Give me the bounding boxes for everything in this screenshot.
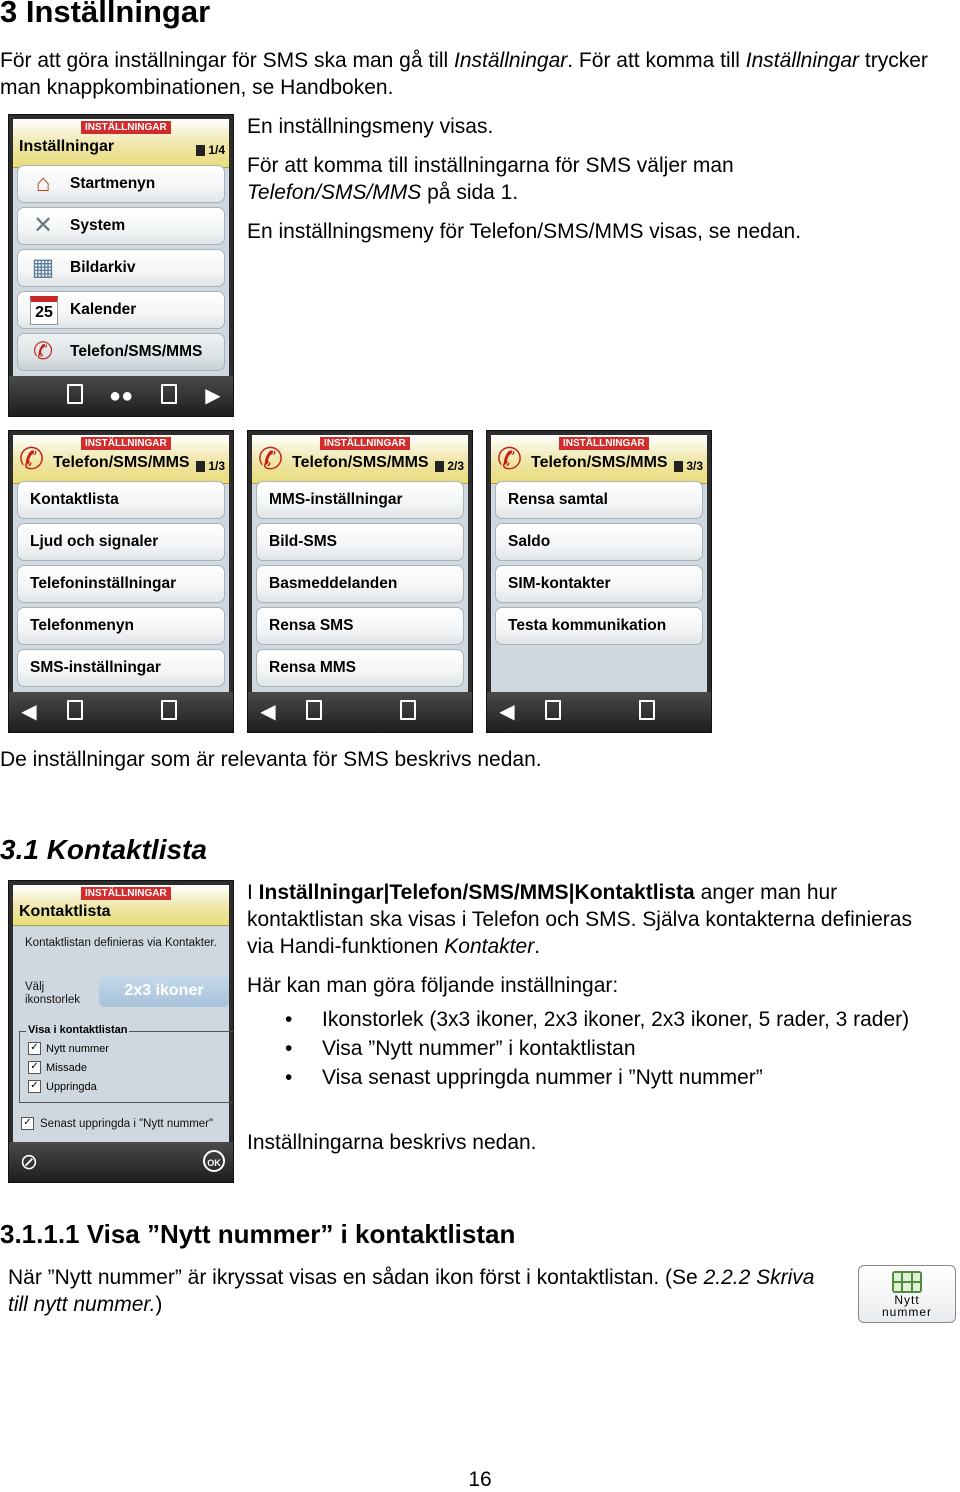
section-heading-3-1: 3.1 Kontaktlista (0, 834, 207, 865)
menu-item-rensa-sms[interactable]: Rensa SMS (256, 607, 464, 645)
back-arrow-icon[interactable]: ◀ (260, 701, 276, 723)
page-down-icon[interactable] (157, 700, 181, 724)
screen-title: Inställningar (19, 138, 115, 155)
settings-list (247, 1006, 927, 1093)
tools-icon: ✕ (32, 212, 54, 239)
phone-icon: ✆ (258, 443, 284, 476)
side-text-3: En inställningsmeny för Telefon/SMS/MMS visas, se nedan. (247, 220, 802, 243)
settings-screen-page-3 (486, 430, 712, 733)
image-gallery-icon: ▦ (31, 254, 55, 281)
ok-button[interactable]: OK (203, 1150, 225, 1172)
page-indicator: 3/3 (674, 459, 703, 473)
settings-described-below: Inställningarna beskrivs nedan. (247, 1131, 537, 1154)
keypad-icon (892, 1271, 922, 1293)
menu-item-telefoninstallningar[interactable]: Telefoninställningar (17, 565, 225, 603)
side-text-2: För att komma till inställningarna för SMS väljer man Telefon/SMS/MMS på sida 1. (247, 154, 734, 204)
menu-item-telefonmenyn[interactable]: Telefonmenyn (17, 607, 225, 645)
icon-label: nummer (881, 1305, 932, 1319)
intro-paragraph: För att göra inställningar för SMS ska man gå till Inställningar. För att komma till Inställningar trycker man knappkombinationen, se Handboken. (0, 49, 928, 99)
kontaktlista-description: I Inställningar|Telefon/SMS/MMS|Kontaktlista anger man hur kontaktlistan ska visas i Telefon och SMS. Själva kontakterna definieras via Handi-funktionen Kontakter. (247, 881, 912, 958)
phone-icon: ✆ (497, 443, 523, 476)
settings-screen-page-2 (247, 430, 473, 733)
section-heading-3-1-1-1: 3.1.1.1 Visa ”Nytt nummer” i kontaktlistan (0, 1219, 516, 1249)
page-icon (196, 145, 205, 156)
menu-item-telefon-sms-mms[interactable]: ✆ Telefon/SMS/MMS (17, 333, 225, 371)
checkbox-nytt-nummer[interactable]: ✓ Nytt nummer (28, 1042, 109, 1055)
page-up-icon[interactable] (541, 700, 565, 724)
page-up-icon[interactable] (63, 700, 87, 724)
menu-item-rensa-mms[interactable]: Rensa MMS (256, 649, 464, 687)
menu-item-sim-kontakter[interactable]: SIM-kontakter (495, 565, 703, 603)
settings-screen-page-1 (8, 430, 234, 733)
menu-item-ljud-och-signaler[interactable]: Ljud och signaler (17, 523, 225, 561)
checkbox-uppringda[interactable]: ✓ Uppringda (28, 1080, 97, 1093)
page-indicator: 1/3 (196, 459, 225, 473)
settings-intro: Här kan man göra följande inställningar: (247, 974, 619, 997)
menu-item-mms-installningar[interactable]: MMS-inställningar (256, 481, 464, 519)
list-item: • Visa senast uppringda nummer i ”Nytt nummer” (247, 1064, 927, 1091)
menu-item-sms-installningar[interactable]: SMS-inställningar (17, 649, 225, 687)
screen-title: Telefon/SMS/MMS (53, 454, 190, 471)
settings-screen-main (8, 114, 234, 417)
menu-item-bildarkiv[interactable]: ▦ Bildarkiv (17, 249, 225, 287)
kontaktlista-info: Kontaktlistan definieras via Kontakter. (25, 937, 217, 949)
relevant-settings-text: De inställningar som är relevanta för SMS beskrivs nedan. (0, 748, 542, 771)
side-text-1: En inställningsmeny visas. (247, 115, 494, 138)
page-number: 16 (468, 1468, 492, 1491)
users-icon[interactable]: ●● (109, 385, 134, 407)
menu-item-saldo[interactable]: Saldo (495, 523, 703, 561)
icon-size-label: Välj ikonstorlek (25, 981, 80, 1006)
menu-item-startmenyn[interactable]: ⌂ Startmenyn (17, 165, 225, 203)
settings-badge: INSTÄLLNINGAR (559, 437, 649, 450)
nytt-nummer-icon (858, 1265, 956, 1323)
page-up-icon[interactable] (302, 700, 326, 724)
menu-item-testa-kommunikation[interactable]: Testa kommunikation (495, 607, 703, 645)
menu-item-bild-sms[interactable]: Bild-SMS (256, 523, 464, 561)
cancel-icon[interactable]: ⊘ (19, 1149, 39, 1174)
back-arrow-icon[interactable]: ◀ (499, 701, 515, 723)
page-down-icon[interactable] (157, 384, 181, 408)
page-indicator: 2/3 (435, 459, 464, 473)
icon-size-select[interactable]: 2x3 ikoner (99, 975, 229, 1007)
screen-title: Kontaktlista (19, 903, 111, 920)
back-arrow-icon[interactable]: ◀ (21, 701, 37, 723)
kontaktlista-screen (8, 880, 234, 1183)
forward-arrow-icon[interactable]: ▶ (205, 385, 221, 407)
house-icon: ⌂ (35, 170, 51, 197)
group-legend: Visa i kontaktlistan (28, 1024, 128, 1036)
page-up-icon[interactable] (63, 384, 87, 408)
page-down-icon[interactable] (635, 700, 659, 724)
checkbox-senast-uppringda[interactable]: ✓ Senast uppringda i "Nytt nummer" (21, 1117, 213, 1130)
settings-badge: INSTÄLLNINGAR (320, 437, 410, 450)
nytt-nummer-description: När ”Nytt nummer” är ikryssat visas en sådan ikon först i kontaktlistan. (Se 2.2.2 Skriva till nytt nummer.) (8, 1266, 815, 1316)
visa-i-kontaktlistan-group (19, 1024, 234, 1103)
page-down-icon[interactable] (396, 700, 420, 724)
calendar-icon: 25 (30, 296, 58, 325)
menu-item-system[interactable]: ✕ System (17, 207, 225, 245)
icon-label: Nytt (894, 1293, 920, 1307)
page-indicator: 1/4 (196, 143, 225, 157)
menu-item-rensa-samtal[interactable]: Rensa samtal (495, 481, 703, 519)
menu-item-kontaktlista[interactable]: Kontaktlista (17, 481, 225, 519)
list-item: • Ikonstorlek (3x3 ikoner, 2x3 ikoner, 2x3 ikoner, 5 rader, 3 rader) (247, 1006, 927, 1033)
settings-badge: INSTÄLLNINGAR (81, 121, 171, 134)
checkbox-missade[interactable]: ✓ Missade (28, 1061, 87, 1074)
phone-icon: ✆ (32, 338, 54, 365)
settings-badge: INSTÄLLNINGAR (81, 887, 171, 900)
screen-title: Telefon/SMS/MMS (531, 454, 668, 471)
screen-title: Telefon/SMS/MMS (292, 454, 429, 471)
list-item: • Visa ”Nytt nummer” i kontaktlistan (247, 1035, 927, 1062)
phone-icon: ✆ (19, 443, 45, 476)
page-title: 3 Inställningar (0, 0, 211, 29)
menu-item-basmeddelanden[interactable]: Basmeddelanden (256, 565, 464, 603)
settings-badge: INSTÄLLNINGAR (81, 437, 171, 450)
menu-item-kalender[interactable]: 25 Kalender (17, 291, 225, 329)
